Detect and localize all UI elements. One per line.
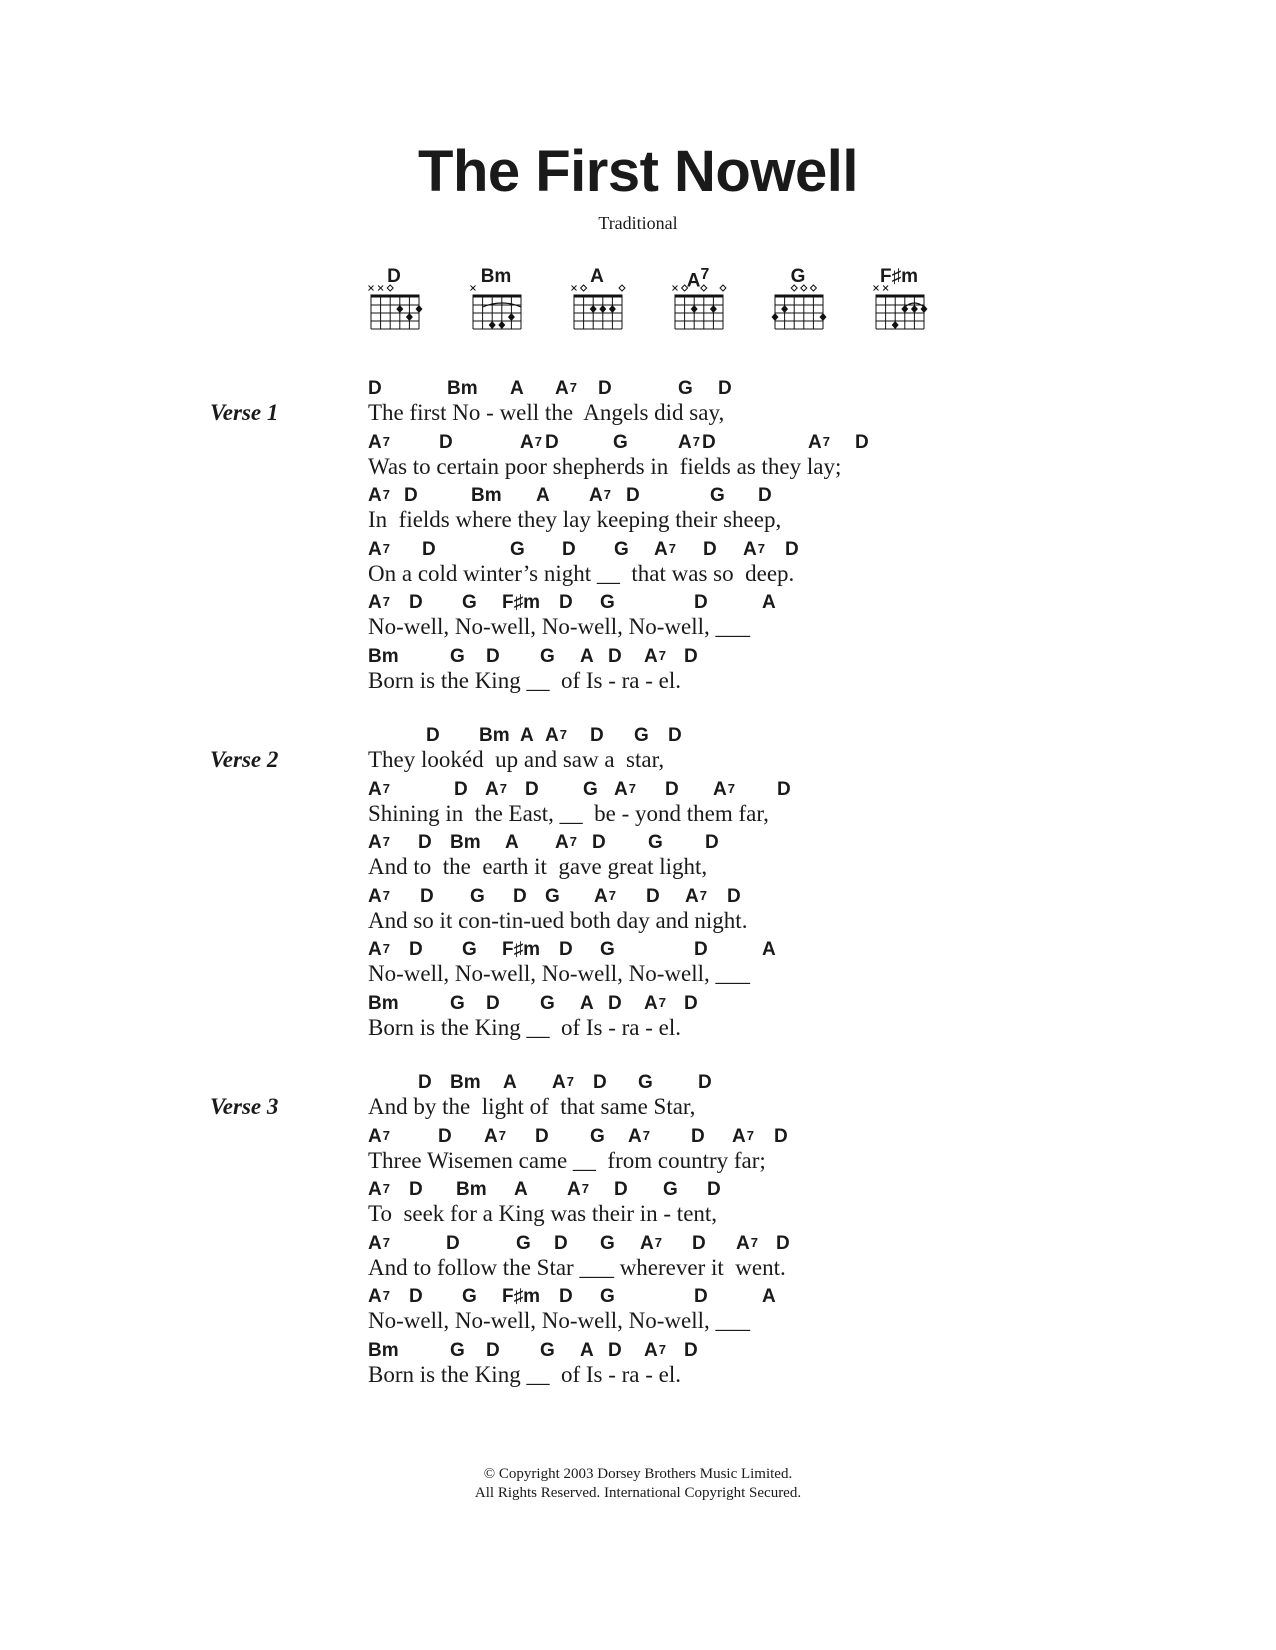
chord-symbol: D bbox=[684, 993, 698, 1014]
chord-symbol: $A^7$ bbox=[368, 1179, 390, 1200]
chord-symbol: D bbox=[684, 1340, 698, 1361]
muted-string-mark bbox=[378, 286, 383, 291]
chord-symbol: $A^7$ bbox=[644, 993, 666, 1014]
chord-symbol: D bbox=[592, 832, 606, 853]
lyric-text: To seek for a King was their in - tent, bbox=[368, 1201, 718, 1226]
chord-symbol: A bbox=[536, 485, 550, 506]
chord-symbol: D bbox=[422, 539, 436, 560]
fretboard-grid bbox=[466, 268, 536, 348]
muted-string-mark bbox=[471, 286, 476, 291]
chord-diagram bbox=[768, 268, 838, 348]
chord-symbol: G bbox=[540, 646, 555, 667]
chord-symbol: Bm bbox=[447, 378, 478, 399]
fretboard-grid bbox=[668, 268, 738, 348]
chord-symbol: D bbox=[409, 939, 423, 960]
chord-symbol: $A^7$ bbox=[485, 779, 507, 800]
chord-symbol: D bbox=[404, 485, 418, 506]
chord-symbol: D bbox=[703, 539, 717, 560]
muted-string-mark bbox=[673, 286, 678, 291]
chord-symbol: D bbox=[692, 1233, 706, 1254]
chord-symbol: G bbox=[583, 779, 598, 800]
rights-line: All Rights Reserved. International Copyright Secured. bbox=[474, 1485, 802, 1501]
open-string-mark bbox=[720, 285, 726, 291]
chord-symbol: D bbox=[727, 886, 741, 907]
finger-dot bbox=[911, 305, 918, 313]
chord-symbol: D bbox=[486, 646, 500, 667]
finger-dot bbox=[416, 305, 423, 313]
chord-symbol: D bbox=[608, 646, 622, 667]
chord-symbol: Bm bbox=[368, 646, 399, 667]
chord-symbol: G bbox=[450, 1340, 465, 1361]
lyric-line bbox=[0, 939, 1276, 995]
chord-symbol: A bbox=[514, 1179, 528, 1200]
chord-symbol: G bbox=[600, 1233, 615, 1254]
chord-symbol: G bbox=[540, 993, 555, 1014]
chord-symbol: G bbox=[590, 1126, 605, 1147]
chord-symbol: D bbox=[646, 886, 660, 907]
chord-symbol: $A^7$ bbox=[644, 1340, 666, 1361]
chord-symbol: D bbox=[694, 939, 708, 960]
chord-diagram-name: $A^7$ bbox=[686, 266, 710, 292]
chord-symbol: $A^7$ bbox=[520, 432, 542, 453]
chord-symbol: D bbox=[777, 779, 791, 800]
open-string-mark bbox=[682, 285, 688, 291]
chord-symbol: D bbox=[486, 1340, 500, 1361]
chord-symbol: D bbox=[535, 1126, 549, 1147]
chord-symbol: G bbox=[710, 485, 725, 506]
finger-dot bbox=[781, 305, 788, 313]
chord-diagram-name: A bbox=[590, 266, 604, 287]
lyric-text: No-well, No-well, No-well, No-well, ___ bbox=[368, 614, 750, 639]
chord-symbol: D bbox=[409, 1286, 423, 1307]
chord-diagram bbox=[668, 268, 738, 348]
chord-symbol: $A^7$ bbox=[368, 779, 390, 800]
lyric-text: Shining in the East, __ be - yond them far, bbox=[368, 801, 769, 826]
chord-symbol: G bbox=[516, 1233, 531, 1254]
lyric-line bbox=[0, 1286, 1276, 1342]
muted-string-mark bbox=[874, 286, 879, 291]
finger-dot bbox=[590, 305, 597, 313]
chord-symbol: D bbox=[598, 378, 612, 399]
lyric-text: Born is the King __ of Is - ra - el. bbox=[368, 668, 681, 693]
chord-symbol: $A^7$ bbox=[368, 1286, 390, 1307]
chord-symbol: $A^7$ bbox=[368, 832, 390, 853]
chord-symbol: $A^7$ bbox=[552, 1072, 574, 1093]
lyric-line bbox=[0, 646, 1276, 702]
chord-symbol: A bbox=[762, 1286, 776, 1307]
chord-symbol: G bbox=[462, 592, 477, 613]
open-string-mark bbox=[387, 285, 393, 291]
chord-symbol: G bbox=[663, 1179, 678, 1200]
chord-symbol: D bbox=[525, 779, 539, 800]
chord-symbol: D bbox=[691, 1126, 705, 1147]
chord-symbol: D bbox=[665, 779, 679, 800]
chord-symbol: D bbox=[855, 432, 869, 453]
chord-symbol: $A^7$ bbox=[567, 1179, 589, 1200]
chord-symbol: A bbox=[503, 1072, 517, 1093]
chord-symbol: $A^7$ bbox=[644, 646, 666, 667]
chord-symbol: D bbox=[559, 939, 573, 960]
fretboard-grid bbox=[768, 268, 838, 348]
chord-symbol: A bbox=[510, 378, 524, 399]
chord-symbol: D bbox=[409, 592, 423, 613]
finger-dot bbox=[489, 321, 496, 329]
finger-dot bbox=[498, 321, 505, 329]
chord-symbol: D bbox=[776, 1233, 790, 1254]
chord-symbol: G bbox=[600, 592, 615, 613]
lyric-line bbox=[0, 378, 1276, 434]
chord-symbol: A bbox=[520, 725, 534, 746]
chord-symbol: D bbox=[559, 592, 573, 613]
lyric-line bbox=[0, 1340, 1276, 1396]
chord-symbol: D bbox=[454, 779, 468, 800]
chord-diagram bbox=[364, 268, 434, 348]
chord-diagrams bbox=[364, 268, 964, 348]
chord-symbol: $A^7$ bbox=[555, 832, 577, 853]
chord-symbol: $A^7$ bbox=[368, 939, 390, 960]
chord-symbol: G bbox=[470, 886, 485, 907]
chord-symbol: D bbox=[785, 539, 799, 560]
lyric-text: Born is the King __ of Is - ra - el. bbox=[368, 1015, 681, 1040]
lyric-line bbox=[0, 485, 1276, 541]
lyric-text: The first No - well the Angels did say, bbox=[368, 400, 725, 425]
composer-credit: Traditional bbox=[598, 213, 678, 233]
chord-diagram-name: D bbox=[387, 266, 401, 287]
lyric-line bbox=[0, 592, 1276, 648]
chord-symbol: D bbox=[593, 1072, 607, 1093]
open-string-mark bbox=[810, 285, 816, 291]
chord-diagram bbox=[869, 268, 939, 348]
lyric-text: No-well, No-well, No-well, No-well, ___ bbox=[368, 961, 750, 986]
chord-symbol: D bbox=[774, 1126, 788, 1147]
chord-symbol: G bbox=[540, 1340, 555, 1361]
chord-symbol: $A^7$ bbox=[368, 886, 390, 907]
chord-symbol: $A^7$ bbox=[685, 886, 707, 907]
chord-symbol: $A^7$ bbox=[545, 725, 567, 746]
chord-symbol: A bbox=[762, 939, 776, 960]
chord-symbol: D bbox=[418, 832, 432, 853]
open-string-mark bbox=[801, 285, 807, 291]
lyric-text: And so it con-tin-ued both day and night. bbox=[368, 908, 748, 933]
chord-symbol: D bbox=[702, 432, 716, 453]
chord-symbol: $A^7$ bbox=[368, 485, 390, 506]
muted-string-mark bbox=[883, 286, 888, 291]
chord-symbol: Bm bbox=[456, 1179, 487, 1200]
chord-symbol: D bbox=[368, 378, 382, 399]
finger-dot bbox=[396, 305, 403, 313]
chord-symbol: D bbox=[562, 539, 576, 560]
finger-dot bbox=[406, 313, 413, 321]
chord-symbol: G bbox=[634, 725, 649, 746]
chord-symbol: $A^7$ bbox=[368, 1126, 390, 1147]
chord-diagram bbox=[466, 268, 536, 348]
chord-diagram-name: F♯m bbox=[880, 266, 918, 287]
chord-symbol: $A^7$ bbox=[484, 1126, 506, 1147]
lyric-line bbox=[0, 832, 1276, 888]
chord-symbol: D bbox=[705, 832, 719, 853]
chord-symbol: $A^7$ bbox=[368, 432, 390, 453]
chord-symbol: D bbox=[694, 592, 708, 613]
fretboard-grid bbox=[567, 268, 637, 348]
chord-symbol: Bm bbox=[479, 725, 510, 746]
chord-symbol: D bbox=[590, 725, 604, 746]
chord-diagram-name: G bbox=[790, 266, 806, 287]
chord-symbol: G bbox=[648, 832, 663, 853]
chord-symbol: D bbox=[614, 1179, 628, 1200]
chord-symbol: G bbox=[613, 432, 628, 453]
chord-symbol: F♯m bbox=[502, 939, 540, 960]
lyric-line bbox=[0, 539, 1276, 595]
chord-symbol: $A^7$ bbox=[589, 485, 611, 506]
chord-symbol: F♯m bbox=[502, 1286, 540, 1307]
finger-dot bbox=[820, 313, 827, 321]
lyric-line bbox=[0, 993, 1276, 1049]
chord-symbol: G bbox=[450, 646, 465, 667]
chord-symbol: D bbox=[698, 1072, 712, 1093]
chord-symbol: Bm bbox=[471, 485, 502, 506]
chord-symbol: D bbox=[426, 725, 440, 746]
chord-diagram-name: Bm bbox=[480, 266, 512, 287]
chord-symbol: $A^7$ bbox=[628, 1126, 650, 1147]
chord-symbol: G bbox=[462, 1286, 477, 1307]
chord-symbol: D bbox=[626, 485, 640, 506]
chord-symbol: A bbox=[505, 832, 519, 853]
copyright-notice bbox=[0, 1465, 1276, 1503]
open-string-mark bbox=[791, 285, 797, 291]
lyric-line bbox=[0, 432, 1276, 488]
chord-symbol: $A^7$ bbox=[555, 378, 577, 399]
chord-symbol: $A^7$ bbox=[808, 432, 830, 453]
chord-symbol: $A^7$ bbox=[368, 1233, 390, 1254]
chord-symbol: $A^7$ bbox=[368, 539, 390, 560]
chord-symbol: Bm bbox=[368, 1340, 399, 1361]
lyric-text: Three Wisemen came __ from country far; bbox=[368, 1148, 766, 1173]
lyric-line bbox=[0, 779, 1276, 835]
finger-dot bbox=[691, 305, 698, 313]
chord-symbol: D bbox=[418, 1072, 432, 1093]
chord-symbol: D bbox=[707, 1179, 721, 1200]
chord-symbol: A bbox=[580, 993, 594, 1014]
lyric-text: Was to certain poor shepherds in fields as they lay; bbox=[368, 454, 842, 479]
chord-symbol: D bbox=[559, 1286, 573, 1307]
verse-label: Verse 3 bbox=[210, 1094, 279, 1119]
chord-symbol: G bbox=[614, 539, 629, 560]
chord-symbol: A bbox=[580, 646, 594, 667]
muted-string-mark bbox=[369, 286, 374, 291]
open-string-mark bbox=[581, 285, 587, 291]
chord-symbol: D bbox=[513, 886, 527, 907]
chord-symbol: Bm bbox=[368, 993, 399, 1014]
lyric-line bbox=[0, 1233, 1276, 1289]
chord-symbol: $A^7$ bbox=[640, 1233, 662, 1254]
chord-symbol: $A^7$ bbox=[732, 1126, 754, 1147]
lyric-line bbox=[0, 725, 1276, 781]
chord-symbol: $A^7$ bbox=[736, 1233, 758, 1254]
chord-symbol: A bbox=[762, 592, 776, 613]
chord-symbol: D bbox=[438, 1126, 452, 1147]
lyric-text: Born is the King __ of Is - ra - el. bbox=[368, 1362, 681, 1387]
chord-symbol: A bbox=[580, 1340, 594, 1361]
chord-symbol: $A^7$ bbox=[654, 539, 676, 560]
chord-symbol: $A^7$ bbox=[743, 539, 765, 560]
chord-symbol: $A^7$ bbox=[368, 592, 390, 613]
open-string-mark bbox=[701, 285, 707, 291]
chord-symbol: G bbox=[600, 939, 615, 960]
lyric-text: And to follow the Star ___ wherever it went. bbox=[368, 1255, 786, 1280]
lyric-line bbox=[0, 886, 1276, 942]
chord-symbol: D bbox=[446, 1233, 460, 1254]
chord-symbol: Bm bbox=[450, 1072, 481, 1093]
chord-symbol: Bm bbox=[450, 832, 481, 853]
chord-symbol: G bbox=[462, 939, 477, 960]
fretboard-grid bbox=[869, 268, 939, 348]
lyric-text: On a cold winter’s night __ that was so deep. bbox=[368, 561, 795, 586]
chord-symbol: D bbox=[409, 1179, 423, 1200]
chord-symbol: D bbox=[554, 1233, 568, 1254]
lyric-line bbox=[0, 1126, 1276, 1182]
lyric-line bbox=[0, 1179, 1276, 1235]
verse-label: Verse 2 bbox=[210, 747, 279, 772]
chord-symbol: D bbox=[439, 432, 453, 453]
chord-symbol: D bbox=[608, 1340, 622, 1361]
chord-symbol: D bbox=[545, 432, 559, 453]
finger-dot bbox=[901, 305, 908, 313]
chord-symbol: D bbox=[718, 378, 732, 399]
chord-symbol: D bbox=[684, 646, 698, 667]
chord-symbol: G bbox=[545, 886, 560, 907]
lyric-text: They lookéd up and saw a star, bbox=[368, 747, 665, 772]
chord-symbol: $A^7$ bbox=[678, 432, 700, 453]
chord-diagram bbox=[567, 268, 637, 348]
chord-symbol: D bbox=[486, 993, 500, 1014]
finger-dot bbox=[609, 305, 616, 313]
copyright-line: © Copyright 2003 Dorsey Brothers Music Limited. bbox=[483, 1466, 793, 1482]
lyric-line bbox=[0, 1072, 1276, 1128]
chord-symbol: D bbox=[694, 1286, 708, 1307]
finger-dot bbox=[508, 313, 515, 321]
chord-symbol: $A^7$ bbox=[713, 779, 735, 800]
chord-symbol: $A^7$ bbox=[594, 886, 616, 907]
chord-symbol: G bbox=[600, 1286, 615, 1307]
finger-dot bbox=[892, 321, 899, 329]
lyric-text: No-well, No-well, No-well, No-well, ___ bbox=[368, 1308, 750, 1333]
chord-symbol: F♯m bbox=[502, 592, 540, 613]
chord-symbol: D bbox=[420, 886, 434, 907]
finger-dot bbox=[710, 305, 717, 313]
chord-symbol: G bbox=[510, 539, 525, 560]
verse-label: Verse 1 bbox=[210, 400, 279, 425]
chord-symbol: D bbox=[608, 993, 622, 1014]
lyric-text: And to the earth it gave great light, bbox=[368, 854, 708, 879]
chord-symbol: D bbox=[758, 485, 772, 506]
lyric-text: In fields where they lay keeping their sheep, bbox=[368, 507, 782, 532]
chord-symbol: G bbox=[450, 993, 465, 1014]
chord-symbol: D bbox=[668, 725, 682, 746]
finger-dot bbox=[772, 313, 779, 321]
open-string-mark bbox=[619, 285, 625, 291]
song-title: The First Nowell bbox=[418, 139, 858, 204]
chord-symbol: $A^7$ bbox=[614, 779, 636, 800]
lyric-text: And by the light of that same Star, bbox=[368, 1094, 696, 1119]
chord-symbol: G bbox=[678, 378, 693, 399]
finger-dot bbox=[599, 305, 606, 313]
chord-symbol: G bbox=[638, 1072, 653, 1093]
muted-string-mark bbox=[572, 286, 577, 291]
finger-dot bbox=[921, 305, 928, 313]
fretboard-grid bbox=[364, 268, 434, 348]
